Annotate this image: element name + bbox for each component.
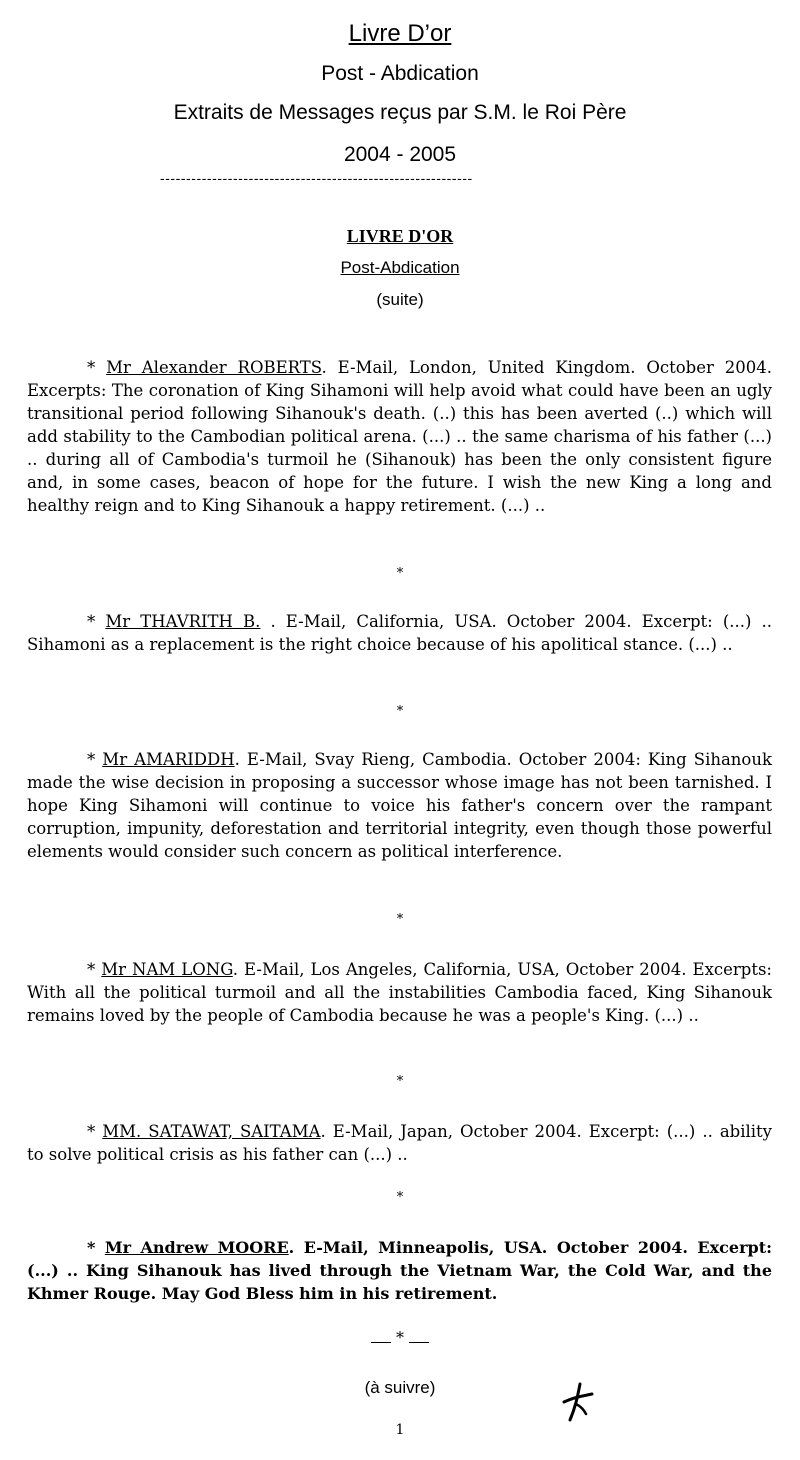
end-separator [0, 1328, 800, 1347]
entry-text: . E-Mail, London, United Kingdom. October 2004. Excerpts: The coronation of King Sihamoni will help avoid what could have been an ugly transitional period following Sihanouk's death. (..) this has been averted (..) which will add stability to the Cambodian political arena. (...) .. the same charisma of his father (...) .. during all of Cambodia's turmoil he (Sihanouk) has been the only consistent figure and, in some cases, beacon of hope for the future. I wish the new King a long and healthy reign and to King Sihanouk a happy retirement. (...) .. [27, 358, 772, 515]
entry-separator: * [396, 566, 404, 581]
document-years: 2004 - 2005 [343, 143, 457, 166]
entry-author: Mr Andrew MOORE [104, 1238, 289, 1257]
end-separator-star: * [396, 1328, 404, 1347]
section-note: (suite) [376, 290, 424, 309]
document-subtitle: Post - Abdication [321, 62, 479, 85]
entry-text: . E-Mail, Los Angeles, California, USA, October 2004. Excerpts: With all the political turmoil and all the instabilities Cambodia faced, King Sihanouk remains loved by the people of Cambodia because he was a people's King. (...) .. [27, 960, 772, 1025]
entry-bullet: * [87, 1238, 105, 1257]
end-separator-line-left [371, 1342, 391, 1343]
entry-bullet: * [87, 358, 107, 377]
dashed-rule: ------------------------------------------------------------ [160, 170, 473, 186]
message-entry [27, 1236, 772, 1305]
entry-author: Mr AMARIDDH [102, 750, 235, 769]
entry-separator: * [396, 1190, 404, 1205]
end-separator-line-right [409, 1342, 429, 1343]
entry-text: . E-Mail, Japan, October 2004. Excerpt: (...) .. ability to solve political crisis as his father can (...) .. [27, 1122, 773, 1164]
message-entry [27, 356, 772, 517]
document-title: Livre D’or [348, 20, 452, 47]
message-entry [27, 958, 772, 1027]
entry-bullet: * [87, 960, 102, 979]
entry-bullet: * [87, 1122, 103, 1141]
continued-note: (à suivre) [364, 1378, 436, 1397]
entry-author: Mr NAM LONG [101, 960, 233, 979]
entry-text: . E-Mail, Minneapolis, USA. October 2004. Excerpt: (...) .. King Sihanouk has lived through the Vietnam War, the Cold War, and the Khmer Rouge. May God Bless him in his retirement. [27, 1238, 773, 1303]
page-number: 1 [395, 1422, 405, 1438]
message-entry [27, 748, 772, 863]
message-entry [27, 610, 772, 656]
entry-author: Mr Alexander ROBERTS [106, 358, 322, 377]
entry-bullet: * [87, 750, 103, 769]
section-title: LIVRE D'OR [346, 226, 454, 246]
document-description: Extraits de Messages reçus par S.M. le Roi Père [173, 101, 627, 124]
entry-author: MM. SATAWAT, SAITAMA [102, 1122, 321, 1141]
entry-separator: * [396, 1074, 404, 1089]
entry-author: Mr THAVRITH B. [105, 612, 261, 631]
entry-separator: * [396, 704, 404, 719]
entry-separator: * [396, 912, 404, 927]
message-entry [27, 1120, 772, 1166]
entry-text: . E-Mail, Svay Rieng, Cambodia. October 2004: King Sihanouk made the wise decision in proposing a successor whose image has not been tarnished. I hope King Sihamoni will continue to voice his father's concern over the rampant corruption, impunity, deforestation and territorial integrity, even though those powerful elements would consider such concern as political interference. [27, 750, 772, 861]
entry-bullet: * [87, 612, 106, 631]
entry-text: . E-Mail, California, USA. October 2004. Excerpt: (...) .. Sihamoni as a replacement is the right choice because of his apolitical stance. (...) .. [27, 612, 773, 654]
handwritten-initial-mark [560, 1382, 596, 1422]
section-subtitle: Post-Abdication [340, 258, 460, 277]
